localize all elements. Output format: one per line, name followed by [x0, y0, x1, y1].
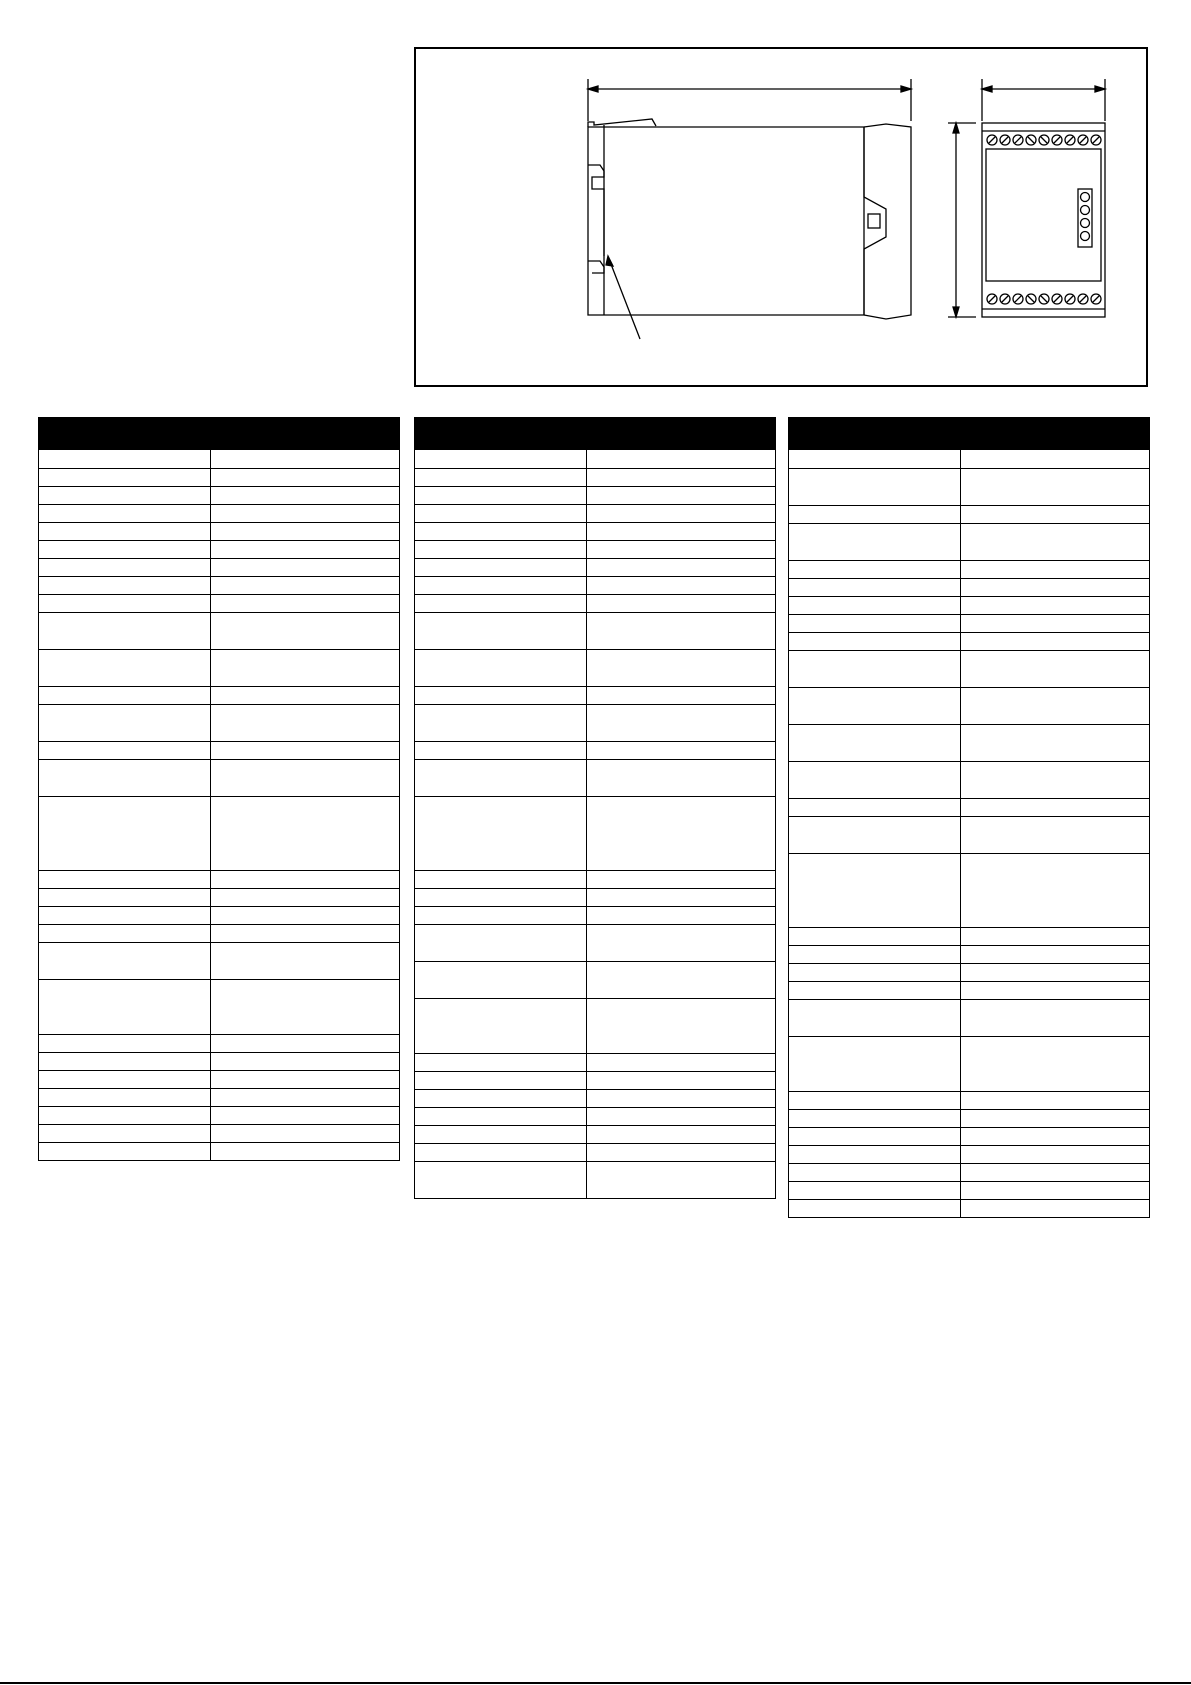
table-cell — [961, 1146, 1150, 1164]
table-cell — [587, 541, 776, 559]
table-row — [789, 1092, 1150, 1110]
table-cell — [39, 797, 211, 871]
table-cell — [211, 907, 400, 925]
table-cell — [211, 1053, 400, 1071]
table-cell — [415, 687, 587, 705]
table-row — [789, 762, 1150, 799]
table-cell — [961, 561, 1150, 579]
table-row — [415, 889, 776, 907]
table-cell — [587, 450, 776, 469]
table-cell — [415, 907, 587, 925]
table-row — [39, 1053, 400, 1071]
table-cell — [415, 613, 587, 650]
table-cell — [39, 650, 211, 687]
table-cell — [211, 523, 400, 541]
table-cell — [789, 615, 961, 633]
table-cell — [587, 469, 776, 487]
table-cell — [211, 1107, 400, 1125]
table-cell — [961, 1037, 1150, 1092]
table-cell — [587, 962, 776, 999]
table-cell — [39, 1107, 211, 1125]
table-row — [415, 742, 776, 760]
table-row — [789, 688, 1150, 725]
header-cell — [789, 418, 961, 450]
spec-table-3 — [788, 417, 1150, 1218]
table-row — [415, 760, 776, 797]
table-row — [789, 524, 1150, 561]
table-cell — [587, 505, 776, 523]
table-cell — [415, 1108, 587, 1126]
side-view — [588, 79, 911, 339]
table-row — [415, 797, 776, 871]
table-row — [415, 487, 776, 505]
table-cell — [415, 1144, 587, 1162]
table-cell — [587, 1054, 776, 1072]
table-row — [415, 999, 776, 1054]
table-cell — [587, 613, 776, 650]
table-cell — [415, 541, 587, 559]
dimension-drawing-frame — [414, 47, 1148, 387]
header-cell — [415, 418, 587, 450]
table-cell — [415, 523, 587, 541]
table-cell — [211, 1089, 400, 1107]
table-cell — [789, 506, 961, 524]
table-row — [789, 597, 1150, 615]
table-cell — [415, 1054, 587, 1072]
table-cell — [789, 597, 961, 615]
table-cell — [961, 799, 1150, 817]
table-cell — [961, 1110, 1150, 1128]
table-row — [415, 1090, 776, 1108]
header-cell — [961, 418, 1150, 450]
table-cell — [39, 595, 211, 613]
table-cell — [211, 595, 400, 613]
table-cell — [789, 725, 961, 762]
table-cell — [789, 1110, 961, 1128]
table-cell — [789, 450, 961, 469]
table-row — [789, 1110, 1150, 1128]
table-cell — [587, 742, 776, 760]
table-row — [39, 705, 400, 742]
table-cell — [961, 1092, 1150, 1110]
table-cell — [211, 559, 400, 577]
table-row — [39, 595, 400, 613]
table-cell — [39, 523, 211, 541]
table-row — [415, 925, 776, 962]
table-row — [415, 705, 776, 742]
table-cell — [211, 980, 400, 1035]
table-row — [39, 559, 400, 577]
table-cell — [789, 1200, 961, 1218]
table-row — [39, 797, 400, 871]
terminal-screws-top — [987, 135, 1101, 145]
table-cell — [961, 1000, 1150, 1037]
table-cell — [961, 928, 1150, 946]
table-cell — [39, 760, 211, 797]
table-cell — [789, 579, 961, 597]
table-cell — [415, 962, 587, 999]
table-cell — [415, 1126, 587, 1144]
table-cell — [961, 982, 1150, 1000]
table-cell — [587, 1072, 776, 1090]
table-cell — [587, 577, 776, 595]
table-cell — [961, 688, 1150, 725]
table-cell — [587, 1108, 776, 1126]
table-cell — [587, 650, 776, 687]
table-cell — [587, 595, 776, 613]
table-cell — [789, 469, 961, 506]
table-cell — [587, 705, 776, 742]
table-cell — [39, 907, 211, 925]
table-row — [39, 487, 400, 505]
table-cell — [39, 469, 211, 487]
table-cell — [587, 523, 776, 541]
table-cell — [789, 928, 961, 946]
table-row — [415, 871, 776, 889]
table-row — [39, 613, 400, 650]
footer-rule — [0, 1682, 1191, 1684]
table-row — [415, 613, 776, 650]
table-row — [415, 523, 776, 541]
table-cell — [211, 469, 400, 487]
table-row — [39, 943, 400, 980]
table-cell — [587, 1126, 776, 1144]
table-cell — [39, 889, 211, 907]
table-cell — [211, 450, 400, 469]
table-cell — [211, 742, 400, 760]
table-row — [39, 1107, 400, 1125]
table-row — [789, 651, 1150, 688]
table-cell — [587, 1090, 776, 1108]
table-row — [789, 1182, 1150, 1200]
table-cell — [961, 946, 1150, 964]
table-cell — [415, 577, 587, 595]
table-cell — [415, 595, 587, 613]
table-row — [789, 799, 1150, 817]
table-cell — [587, 1144, 776, 1162]
table-cell — [587, 797, 776, 871]
table-cell — [211, 797, 400, 871]
table-row — [415, 1072, 776, 1090]
table-row — [789, 633, 1150, 651]
table-row — [39, 907, 400, 925]
table-cell — [39, 450, 211, 469]
header-cell — [39, 418, 211, 450]
table-row — [789, 1164, 1150, 1182]
table-cell — [211, 925, 400, 943]
table-cell — [961, 450, 1150, 469]
table-cell — [789, 964, 961, 982]
table-cell — [211, 687, 400, 705]
table-header — [789, 418, 1150, 450]
table-cell — [211, 1143, 400, 1161]
table-cell — [789, 651, 961, 688]
table-cell — [211, 760, 400, 797]
table-row — [789, 506, 1150, 524]
relay-housing-drawing — [416, 49, 1150, 389]
table-cell — [789, 1182, 961, 1200]
table-cell — [39, 1035, 211, 1053]
header-cell — [587, 418, 776, 450]
table-cell — [789, 633, 961, 651]
table-row — [415, 687, 776, 705]
table-row — [415, 469, 776, 487]
table-row — [415, 577, 776, 595]
table-cell — [789, 1092, 961, 1110]
table-cell — [39, 943, 211, 980]
table-cell — [39, 705, 211, 742]
table-cell — [415, 797, 587, 871]
table-cell — [211, 943, 400, 980]
table-row — [415, 595, 776, 613]
table-row — [39, 687, 400, 705]
table-cell — [39, 577, 211, 595]
table-cell — [789, 799, 961, 817]
table-cell — [39, 687, 211, 705]
table-cell — [415, 742, 587, 760]
table-cell — [415, 450, 587, 469]
front-view — [948, 79, 1105, 317]
table-row — [415, 505, 776, 523]
table-cell — [211, 1071, 400, 1089]
table-cell — [587, 1162, 776, 1199]
table-cell — [587, 907, 776, 925]
table-cell — [961, 506, 1150, 524]
header-cell — [211, 418, 400, 450]
table-cell — [587, 889, 776, 907]
table-row — [415, 541, 776, 559]
table-row — [789, 982, 1150, 1000]
table-cell — [961, 469, 1150, 506]
table-cell — [211, 1035, 400, 1053]
table-row — [789, 1128, 1150, 1146]
table-cell — [39, 541, 211, 559]
table-cell — [39, 613, 211, 650]
table-cell — [39, 742, 211, 760]
table-row — [789, 561, 1150, 579]
table-cell — [39, 1125, 211, 1143]
table-cell — [789, 854, 961, 928]
table-cell — [211, 650, 400, 687]
table-cell — [39, 1143, 211, 1161]
table-cell — [415, 559, 587, 577]
table-cell — [789, 1146, 961, 1164]
table-cell — [211, 1125, 400, 1143]
table-cell — [39, 1071, 211, 1089]
table-cell — [39, 1053, 211, 1071]
table-cell — [39, 980, 211, 1035]
table-cell — [415, 999, 587, 1054]
table-cell — [789, 982, 961, 1000]
table-row — [39, 450, 400, 469]
table-row — [39, 980, 400, 1035]
table-row — [39, 871, 400, 889]
table-cell — [587, 925, 776, 962]
table-cell — [961, 817, 1150, 854]
table-cell — [789, 946, 961, 964]
table-cell — [961, 524, 1150, 561]
table-cell — [961, 633, 1150, 651]
table-cell — [961, 597, 1150, 615]
table-row — [789, 854, 1150, 928]
table-row — [39, 523, 400, 541]
table-cell — [961, 1128, 1150, 1146]
table-row — [39, 925, 400, 943]
table-cell — [415, 469, 587, 487]
table-row — [39, 1125, 400, 1143]
terminal-screws-bottom — [987, 294, 1101, 304]
table-row — [415, 1108, 776, 1126]
table-row — [415, 1054, 776, 1072]
table-row — [39, 1089, 400, 1107]
table-cell — [415, 1072, 587, 1090]
table-cell — [789, 1000, 961, 1037]
table-cell — [39, 559, 211, 577]
spec-table-1 — [38, 417, 400, 1161]
table-row — [39, 760, 400, 797]
table-cell — [789, 1037, 961, 1092]
table-cell — [211, 871, 400, 889]
table-row — [39, 1071, 400, 1089]
table-row — [39, 505, 400, 523]
table-row — [415, 450, 776, 469]
table-row — [789, 469, 1150, 506]
table-cell — [789, 688, 961, 725]
table-cell — [415, 487, 587, 505]
table-cell — [415, 650, 587, 687]
table-cell — [961, 1164, 1150, 1182]
table-cell — [961, 1182, 1150, 1200]
table-row — [789, 1146, 1150, 1164]
table-row — [789, 579, 1150, 597]
table-cell — [587, 760, 776, 797]
table-cell — [415, 925, 587, 962]
table-row — [415, 650, 776, 687]
table-cell — [415, 1162, 587, 1199]
table-row — [39, 650, 400, 687]
table-row — [415, 1144, 776, 1162]
table-cell — [587, 999, 776, 1054]
table-row — [789, 928, 1150, 946]
table-row — [789, 450, 1150, 469]
table-row — [39, 1035, 400, 1053]
table-row — [415, 559, 776, 577]
table-cell — [211, 505, 400, 523]
table-cell — [211, 705, 400, 742]
table-cell — [961, 725, 1150, 762]
table-row — [415, 962, 776, 999]
table-cell — [211, 613, 400, 650]
table-cell — [789, 817, 961, 854]
table-cell — [211, 541, 400, 559]
table-row — [789, 964, 1150, 982]
table-row — [415, 907, 776, 925]
table-row — [39, 541, 400, 559]
table-row — [39, 742, 400, 760]
table-row — [415, 1126, 776, 1144]
table-row — [789, 1000, 1150, 1037]
table-cell — [961, 1200, 1150, 1218]
table-row — [789, 615, 1150, 633]
table-row — [39, 577, 400, 595]
table-header — [39, 418, 400, 450]
table-row — [789, 1037, 1150, 1092]
table-row — [39, 1143, 400, 1161]
table-cell — [587, 687, 776, 705]
table-cell — [211, 889, 400, 907]
table-cell — [39, 487, 211, 505]
table-row — [415, 1162, 776, 1199]
table-cell — [961, 854, 1150, 928]
table-cell — [789, 762, 961, 799]
table-cell — [789, 524, 961, 561]
table-row — [789, 1200, 1150, 1218]
table-cell — [415, 889, 587, 907]
table-row — [39, 469, 400, 487]
table-cell — [415, 705, 587, 742]
table-cell — [415, 760, 587, 797]
table-cell — [211, 577, 400, 595]
table-row — [789, 725, 1150, 762]
table-cell — [789, 1164, 961, 1182]
table-cell — [415, 871, 587, 889]
spec-table-2 — [414, 417, 776, 1199]
table-cell — [789, 561, 961, 579]
table-cell — [961, 579, 1150, 597]
table-cell — [587, 487, 776, 505]
table-cell — [961, 964, 1150, 982]
table-cell — [587, 559, 776, 577]
table-cell — [789, 1128, 961, 1146]
table-cell — [39, 1089, 211, 1107]
table-cell — [39, 871, 211, 889]
table-row — [39, 889, 400, 907]
table-cell — [415, 1090, 587, 1108]
table-cell — [961, 762, 1150, 799]
table-cell — [39, 925, 211, 943]
table-cell — [415, 505, 587, 523]
table-cell — [587, 871, 776, 889]
table-cell — [961, 615, 1150, 633]
table-header — [415, 418, 776, 450]
table-row — [789, 817, 1150, 854]
table-cell — [39, 505, 211, 523]
table-cell — [961, 651, 1150, 688]
table-cell — [211, 487, 400, 505]
table-row — [789, 946, 1150, 964]
